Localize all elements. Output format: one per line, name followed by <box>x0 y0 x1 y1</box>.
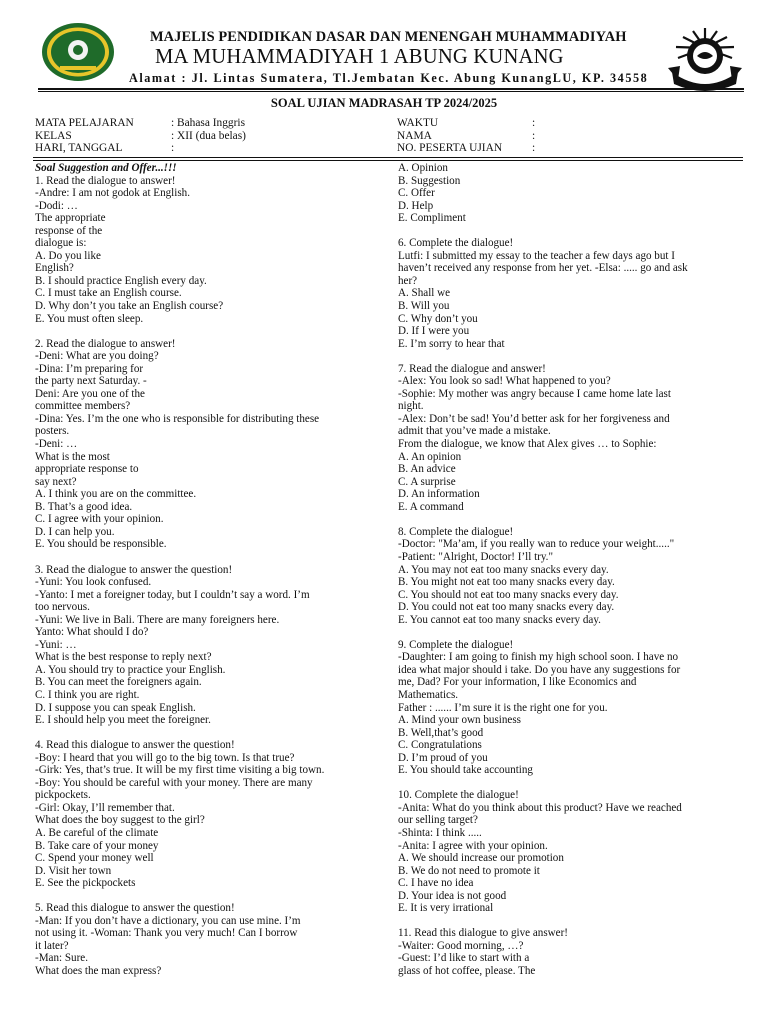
question-text-line: C. A surprise <box>398 475 456 488</box>
blank-line <box>398 626 688 639</box>
question-text-line: B. Suggestion <box>398 174 461 187</box>
question-text-line: B. You can meet the foreigners again. <box>35 676 202 689</box>
question-text-line: B. You might not eat too many snacks every day. <box>398 576 615 589</box>
question-text-line: -Man: If you don’t have a dictionary, you can use mine. I’m <box>35 914 301 927</box>
question-text-line: B. That’s a good idea. <box>35 500 133 513</box>
blank-line <box>398 915 688 928</box>
question-text-line: 9. Complete the dialogue! <box>398 638 514 651</box>
question-text-line: B. Take care of your money <box>35 839 159 852</box>
question-text-line: A. We should increase our promotion <box>398 852 564 865</box>
question-text-line: A. Mind your own business <box>398 714 521 727</box>
question-text-line: Deni: Are you one of the <box>35 387 145 400</box>
question-text-line: 2. Read the dialogue to answer! <box>35 337 176 350</box>
meta-divider-thin <box>33 160 743 161</box>
question-text-line: -Daughter: I am going to finish my high school soon. I have no <box>398 651 679 664</box>
question-text-line: D. An information <box>398 488 480 501</box>
question-text-line: -Girl: Okay, I’ll remember that. <box>35 801 175 814</box>
question-text-line: glass of hot coffee, please. The <box>398 965 536 977</box>
question-text-line: E. It is very irrational <box>398 902 494 915</box>
question-text-line: 11. Read this dialogue to give answer! <box>398 927 568 940</box>
question-text-line: -Yuni: You look confused. <box>35 576 152 589</box>
meta-divider <box>33 157 743 158</box>
question-text-line: D. You could not eat too many snacks every day. <box>398 601 615 614</box>
question-text-line: C. I have no idea <box>398 877 474 890</box>
question-text-line: D. If I were you <box>398 325 470 338</box>
question-text-line: dialogue is: <box>35 237 87 250</box>
question-text-line: night. <box>398 400 424 413</box>
blank-line <box>35 325 324 338</box>
blank-line <box>35 890 324 903</box>
question-text-line: Yanto: What should I do? <box>35 626 149 639</box>
question-text-line: -Doctor: "Ma’am, if you really wan to reduce your weight....." <box>398 538 675 551</box>
question-text-line: -Boy: You should be careful with your money. There are many <box>35 776 313 789</box>
question-text-line: English? <box>35 262 74 275</box>
blank-line <box>398 225 688 238</box>
question-text-line: idea what major should i take. Do you have any suggestions for <box>398 663 681 676</box>
question-text-line: 1. Read the dialogue to answer! <box>35 174 176 187</box>
exam-number-label: NO. PESERTA UJIAN <box>397 142 503 154</box>
question-text-line: Mathematics. <box>398 688 459 701</box>
question-text-line: -Yuni: … <box>35 638 77 651</box>
question-text-line: 3. Read the dialogue to answer the question! <box>35 563 233 576</box>
question-text-line: E. I should help you meet the foreigner. <box>35 714 211 727</box>
question-text-line: D. Help <box>398 199 434 212</box>
date-label: HARI, TANGGAL <box>35 142 123 154</box>
question-text-line: A. An opinion <box>398 450 462 463</box>
question-text-line: me, Dad? For your information, I like Economics and <box>398 676 637 689</box>
question-text-line: What is the most <box>35 450 110 463</box>
council-name: MAJELIS PENDIDIKAN DASAR DAN MENENGAH MUHAMMADIYAH <box>150 29 627 45</box>
question-text-line: pickpockets. <box>35 789 91 802</box>
question-text-line: -Deni: … <box>35 438 78 451</box>
question-text-line: -Dodi: … <box>35 199 78 212</box>
question-text-line: Father : ...... I’m sure it is the right one for you. <box>398 701 608 714</box>
question-text-line: -Patient: "Alright, Doctor! I’ll try." <box>398 550 553 563</box>
question-text-line: B. I should practice English every day. <box>35 274 207 287</box>
question-text-line: From the dialogue, we know that Alex gives … to Sophie: <box>398 438 657 451</box>
subject-label: MATA PELAJARAN <box>35 117 134 129</box>
time-value: : <box>532 117 536 129</box>
question-text-line: -Anita: I agree with your opinion. <box>398 839 548 852</box>
question-text-line: B. An advice <box>398 463 456 476</box>
header-divider <box>38 88 744 90</box>
muhammadiyah-sun-logo-icon <box>666 26 744 92</box>
question-text-line: -Guest: I’d like to start with a <box>398 952 530 965</box>
question-text-line: B. Will you <box>398 300 450 313</box>
name-label: NAMA <box>397 129 432 142</box>
question-text-line: the party next Saturday. - <box>35 375 147 388</box>
blank-line <box>398 777 688 790</box>
question-text-line: it later? <box>35 939 69 952</box>
question-text-line: E. A command <box>398 500 464 513</box>
question-text-line: Lutfi: I submitted my essay to the teacher a few days ago but I <box>398 249 675 262</box>
question-text-line: B. We do not need to promote it <box>398 864 540 877</box>
question-text-line: C. Spend your money well <box>35 852 154 865</box>
question-text-line: C. You should not eat too many snacks every day. <box>398 588 619 601</box>
question-text-line: -Yuni: We live in Bali. There are many foreigners here. <box>35 613 280 626</box>
question-text-line: -Boy: I heard that you will go to the big town. Is that true? <box>35 751 295 764</box>
question-text-line: D. Why don’t you take an English course? <box>35 300 224 313</box>
section-heading: Soal Suggestion and Offer...!!! <box>35 162 177 174</box>
question-text-line: -Waiter: Good morning, …? <box>398 939 524 952</box>
question-text-line: response of the <box>35 224 103 237</box>
question-text-line: not using it. -Woman: Thank you very much! Can I borrow <box>35 927 298 940</box>
question-text-line: D. I’m proud of you <box>398 751 488 764</box>
question-text-line: -Man: Sure. <box>35 952 88 965</box>
question-text-line: -Deni: What are you doing? <box>35 350 159 363</box>
blank-line <box>35 551 324 564</box>
question-text-line: A. Shall we <box>398 287 451 300</box>
exam-title: SOAL UJIAN MADRASAH TP 2024/2025 <box>270 96 498 110</box>
question-text-line: -Alex: Don’t be sad! You’d better ask for her forgiveness and <box>398 412 670 425</box>
question-text-line: A. Opinion <box>398 162 448 174</box>
question-text-line: haven’t received any response from her yet. -Elsa: ..... go and ask <box>398 262 688 275</box>
question-text-line: -Dina: I’m preparing for <box>35 362 144 375</box>
question-text-line: her? <box>398 274 418 287</box>
question-text-line: 7. Read the dialogue and answer! <box>398 362 546 375</box>
class-value: : XII (dua belas) <box>171 129 246 142</box>
question-text-line: -Shinta: I think ..... <box>398 826 482 839</box>
question-text-line: What does the boy suggest to the girl? <box>35 814 205 827</box>
question-text-line: our selling target? <box>398 814 478 827</box>
question-text-line: A. Be careful of the climate <box>35 826 159 839</box>
question-text-line: What does the man express? <box>35 965 162 977</box>
question-text-line: committee members? <box>35 400 131 413</box>
question-text-line: E. Compliment <box>398 212 466 225</box>
question-text-line: -Sophie: My mother was angry because I came home late last <box>398 387 671 400</box>
question-text-line: A. Do you like <box>35 249 101 262</box>
question-text-line: A. I think you are on the committee. <box>35 488 197 501</box>
question-text-line: say next? <box>35 475 77 488</box>
question-text-line: admit that you’ve made a mistake. <box>398 425 551 438</box>
subject-value: : Bahasa Inggris <box>171 117 246 129</box>
question-text-line: E. You cannot eat too many snacks every day. <box>398 613 601 626</box>
letterhead <box>0 0 768 95</box>
question-text-line: E. I’m sorry to hear that <box>398 337 505 350</box>
date-value: : <box>171 142 175 154</box>
question-text-line: D. I suppose you can speak English. <box>35 701 196 714</box>
question-text-line: -Alex: You look so sad! What happened to you? <box>398 375 611 388</box>
question-text-line: too nervous. <box>35 601 90 614</box>
question-text-line: -Girk: Yes, that’s true. It will be my first time visiting a big town. <box>35 764 325 777</box>
question-text-line: D. Visit her town <box>35 864 112 877</box>
question-text-line: B. Well,that’s good <box>398 726 484 739</box>
exam-number-value: : <box>532 142 536 154</box>
question-text-line: appropriate response to <box>35 463 139 476</box>
question-text-line: -Andre: I am not godok at English. <box>35 187 190 200</box>
question-text-line: E. You must often sleep. <box>35 312 144 325</box>
question-text-line: C. I think you are right. <box>35 688 140 701</box>
question-text-line: D. Your idea is not good <box>398 889 507 902</box>
question-text-line: E. See the pickpockets <box>35 877 136 890</box>
question-text-line: -Yanto: I met a foreigner today, but I couldn’t say a word. I’m <box>35 588 310 601</box>
question-text-line: C. I agree with your opinion. <box>35 513 164 526</box>
name-value: : <box>532 129 536 142</box>
question-text-line: A. You should try to practice your English. <box>35 663 226 676</box>
blank-line <box>398 513 688 526</box>
school-address: Alamat : Jl. Lintas Sumatera, Tl.Jembatan Kec. Abung KunangLU, KP. 34558 <box>129 71 649 85</box>
question-text-line: 6. Complete the dialogue! <box>398 237 514 250</box>
question-text-line: E. You should take accounting <box>398 764 533 777</box>
class-label: KELAS <box>35 129 72 142</box>
question-text-line: What is the best response to reply next? <box>35 651 212 664</box>
question-text-line: 10. Complete the dialogue! <box>398 789 519 802</box>
question-text-line: E. You should be responsible. <box>35 538 167 551</box>
time-label: WAKTU <box>397 117 439 129</box>
question-text-line: 5. Read this dialogue to answer the question! <box>35 902 235 915</box>
question-text-line: The appropriate <box>35 212 106 225</box>
question-text-line: -Dina: Yes. I’m the one who is responsible for distributing these <box>35 412 320 425</box>
question-text-line: posters. <box>35 425 70 438</box>
school-emblem-icon <box>40 22 116 82</box>
question-text-line: D. I can help you. <box>35 525 115 538</box>
question-text-line: C. Congratulations <box>398 739 482 752</box>
header-divider-thin <box>38 91 744 92</box>
question-text-line: -Anita: What do you think about this product? Have we reached <box>398 801 682 814</box>
question-text-line: 4. Read this dialogue to answer the question! <box>35 739 235 752</box>
blank-line <box>398 350 688 363</box>
question-text-line: C. Why don’t you <box>398 312 478 325</box>
question-text-line: C. Offer <box>398 187 435 200</box>
school-name: MA MUHAMMADIYAH 1 ABUNG KUNANG <box>155 46 564 68</box>
question-text-line: 8. Complete the dialogue! <box>398 525 514 538</box>
question-text-line: C. I must take an English course. <box>35 287 182 300</box>
question-text-line: A. You may not eat too many snacks every day. <box>398 563 609 576</box>
blank-line <box>35 727 324 740</box>
questions-column-right <box>398 162 688 978</box>
questions-column-left <box>35 162 324 978</box>
